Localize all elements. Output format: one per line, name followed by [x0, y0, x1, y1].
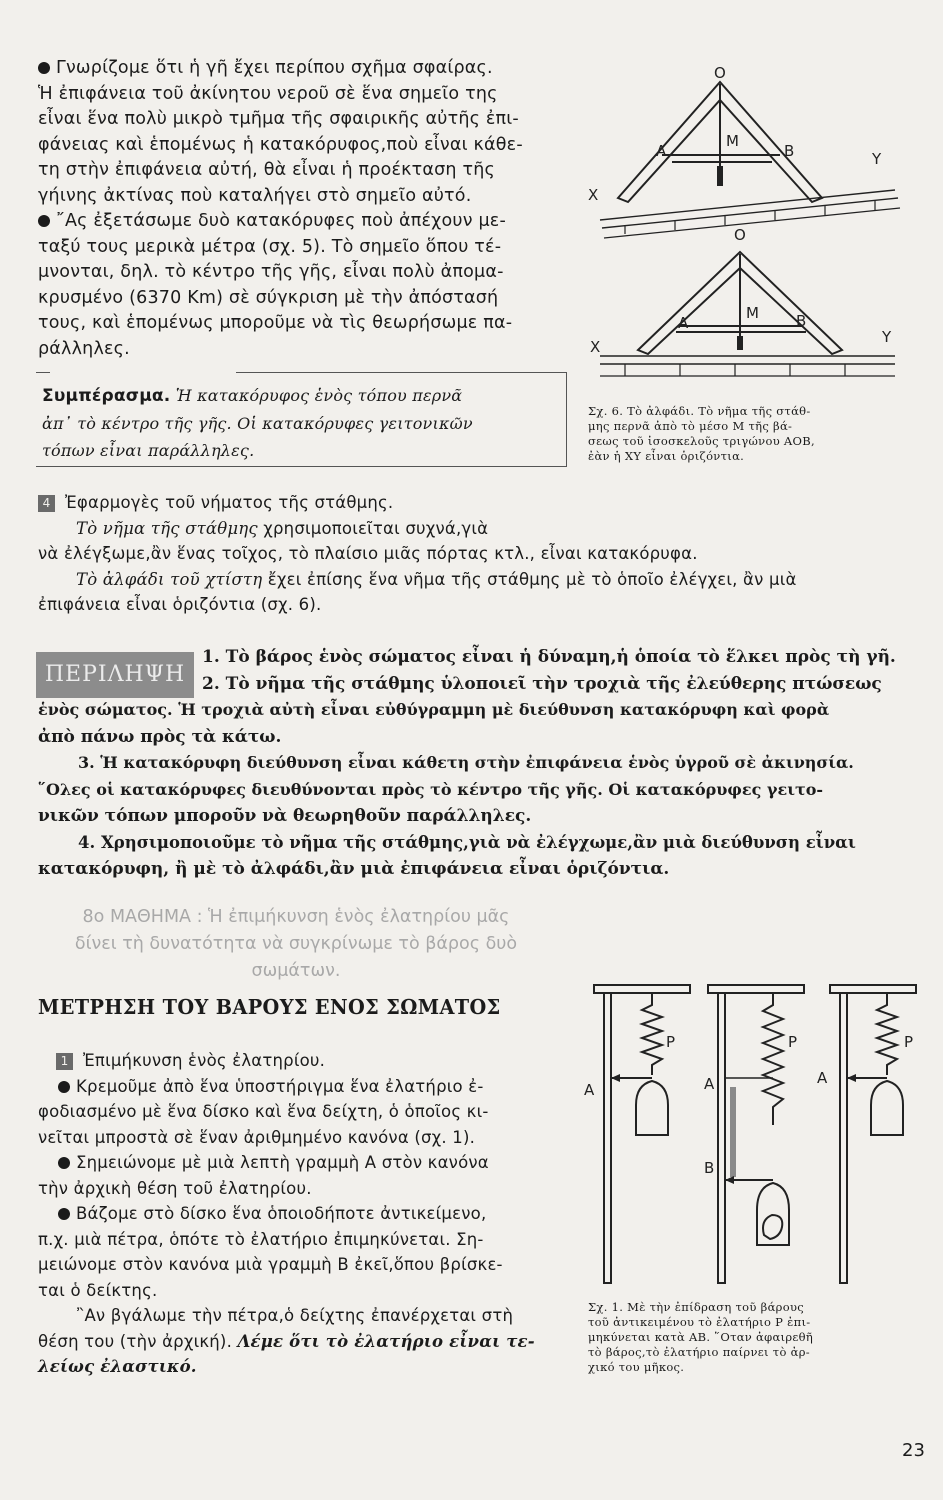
summary-line: ῞Ολες οἱ κατακόρυφες διευθύνονται πρὸς τὸ κέντρο τῆς γῆς. Οἱ κατακόρυφες γειτο- [38, 779, 824, 799]
bullet-icon [58, 1208, 70, 1220]
intro-line: ῎Ας ἐξετάσωμε δυὸ κατακόρυφες ποὺ ἀπέχουν με- [38, 209, 568, 235]
summary-line: 4. Χρησιμοποιοῦμε τὸ νῆμα τῆς στάθμης,γιὰ νὰ ἐλέγχωμε,ἂν μιὰ διεύθυνση εἶναι [78, 832, 856, 852]
spirit-level-figure [580, 60, 925, 400]
label-x: X [588, 186, 599, 204]
conclusion-text: τόπων εἶναι παράλληλες. [42, 441, 255, 460]
label-b: B [704, 1159, 715, 1177]
intro-line: κρυσμένο (6370 Km) σὲ σύγκριση μὲ τὴν ἀπόστασή [38, 287, 499, 308]
section-1-line: Κρεμοῦμε ἀπὸ ἕνα ὑποστήριγμα ἕνα ἐλατήριο ἐ- [38, 1074, 568, 1100]
page-number: 23 [902, 1440, 925, 1461]
conclusion-label: Συμπέρασμα. [42, 386, 171, 406]
intro-line: γήινης ἀκτίνας ποὺ καταλήγει στὸ σημεῖο αὐτό. [38, 185, 472, 206]
intro-line: τη στὴν ἐπιφάνεια αὐτή, θὰ εἶναι ἡ προέκταση τῆς [38, 160, 495, 180]
section-1-line: π.χ. μιὰ πέτρα, ὁπότε τὸ ἐλατήριο ἐπιμηκύνεται. Ση- [38, 1229, 484, 1249]
bullet-icon [38, 215, 50, 227]
conclusion-box [36, 372, 567, 467]
section-4-title: Ἐφαρμογὲς τοῦ νήματος τῆς στάθμης. [65, 493, 394, 512]
summary-line: ἑνὸς σώματος. Ἡ τροχιὰ αὐτὴ εἶναι εὐθύγραμμη μὲ διεύθυνση κατακόρυφη καὶ φορὰ [38, 700, 830, 719]
section-4-heading [38, 490, 918, 516]
page-title: ΜΕΤΡΗΣΗ ΤΟΥ ΒΑΡΟΥΣ ΕΝΟΣ ΣΩΜΑΤΟΣ [38, 995, 501, 1019]
section-1-line: μειώνομε στὸν κανόνα μιὰ γραμμὴ Β ἐκεῖ,ὅπου βρίσκε- [38, 1255, 503, 1274]
section-1-line: λείως ἐλαστικό. [38, 1357, 197, 1376]
section-1-line: ῍Αν βγάλωμε τὴν πέτρα,ὁ δείχτης ἐπανέρχεται στὴ [76, 1306, 514, 1325]
bullet-icon [58, 1157, 70, 1169]
conclusion-text: Ἡ κατακόρυφος ἑνὸς τόπου περνᾶ [175, 386, 463, 405]
summary-line: 3. Ἡ κατακόρυφη διεύθυνση εἶναι κάθετη στὴν ἐπιφάνεια ἑνὸς ὑγροῦ σὲ ἀκινησία. [78, 753, 854, 772]
section-1-line: ται ὁ δείκτης. [38, 1280, 158, 1300]
label-a: A [584, 1081, 595, 1099]
section-1-line: θέση του (τὴν ἀρχική). Λέμε ὅτι τὸ ἐλατήριο εἶναι τε- [38, 1331, 535, 1351]
conclusion-text: ἀπ᾽ τὸ κέντρο τῆς γῆς. Οἱ κατακόρυφες γειτονικῶν [42, 414, 473, 433]
label-b: B [784, 142, 795, 160]
section-4: 4 Ἐφαρμογὲς τοῦ νήματος τῆς στάθμης. Τὸ νῆμα τῆς στάθμης χρησιμοποιεῖται συχνά,γιὰ νὰ ἐλέγξωμε,ἂν ἕνας τοῖχος, τὸ πλαίσιο μιᾶς πόρτας κτλ., εἶναι κατακόρυφα. Τὸ ἀλφάδι τοῦ χτίστη ἔχει ἐπίσης ἕνα νῆμα τῆς στάθμης μὲ τὸ ὁποῖο ἐλέγχει, ἂν μιὰ ἐπιφάνεια εἶναι ὁριζόντια (σχ. 6). [38, 490, 918, 618]
section-number-badge: 1 [56, 1053, 73, 1070]
intro-line: ράλληλες. [38, 338, 130, 359]
section-1 [38, 1048, 568, 1380]
section-1-line: Σημειώνομε μὲ μιὰ λεπτὴ γραμμὴ Α στὸν κανόνα [38, 1150, 568, 1176]
intro-line: μνονται, δηλ. τὸ κέντρο τῆς γῆς, εἶναι πολὺ ἀπομα- [38, 262, 504, 282]
label-p: P [904, 1033, 914, 1051]
summary-line: 2. Τὸ νῆμα τῆς στάθμης ὑλοποιεῖ τὴν τροχιὰ τῆς ἐλεύθερης πτώσεως [202, 673, 882, 694]
section-1-line: Βάζομε στὸ δίσκο ἕνα ὁποιοδήποτε ἀντικείμενο, [38, 1201, 568, 1227]
summary-badge: ΠΕΡΙΛΗΨΗ [36, 652, 194, 698]
label-b: B [796, 312, 807, 330]
summary-block [38, 644, 918, 883]
label-p: P [666, 1033, 676, 1051]
section-1-line: φοδιασμένο μὲ ἕνα δίσκο καὶ ἕνα δείχτη, ὁ ὁποῖος κι- [38, 1102, 489, 1121]
bullet-icon [58, 1081, 70, 1093]
section-number-badge: 4 [38, 495, 55, 512]
lesson-8-note: 8ο ΜΑΘΗΜΑ : Ἡ ἐπιμήκυνση ἑνὸς ἐλατηρίου μᾶς δίνει τὴ δυνατότητα νὰ συγκρίνωμε τὸ βάρος δυὸ σωμάτων. [74, 907, 518, 981]
label-m: M [746, 304, 759, 322]
label-a: A [678, 314, 689, 332]
section-1-heading [38, 1048, 568, 1074]
intro-line: ταξύ τους μερικὰ μέτρα (σχ. 5). Τὸ σημεῖο ὅπου τέ- [38, 236, 502, 257]
summary-line: νικῶν τόπων μποροῦν νὰ θεωρηθοῦν παράλληλες. [38, 806, 532, 826]
intro-line: Γνωρίζομε ὅτι ἡ γῆ ἔχει περίπου σχῆμα σφαίρας. [38, 56, 568, 82]
intro-line: τους, καὶ ἑπομένως μποροῦμε νὰ τὶς θεωρήσωμε πα- [38, 313, 513, 333]
label-o: O [734, 226, 746, 244]
label-a: A [656, 142, 667, 160]
summary-line: κατακόρυφη, ἢ μὲ τὸ ἀλφάδι,ἂν μιὰ ἐπιφάνεια εἶναι ὁριζόντια. [38, 859, 670, 879]
summary-line: 1. Τὸ βάρος ἑνὸς σώματος εἶναι ἡ δύναμη,ἡ ὁποία τὸ ἕλκει πρὸς τὴ γῆ. [202, 647, 896, 667]
label-x: X [590, 338, 601, 356]
intro-line: φάνειας καὶ ἑπομένως ἡ κατακόρυφος,ποὺ εἶναι κάθε- [38, 134, 523, 155]
figure-1-caption: Σχ. 1. Μὲ τὴν ἐπίδραση τοῦ βάρους τοῦ ἀντικειμένου τὸ ἐλατήριο P ἐπι- μηκύνεται κατὰ ΑΒ. ῞Οταν ἀφαιρεθῆ τὸ βάρος,τὸ ἐλατήριο παίρνει τὸ ἀρ- χικό του μῆκος. [588, 1300, 814, 1374]
label-y: Y [872, 150, 882, 168]
section-1-line: τὴν ἀρχικὴ θέση τοῦ ἐλατηρίου. [38, 1178, 312, 1198]
label-p: P [788, 1033, 798, 1051]
label-y: Y [882, 328, 892, 346]
label-m: M [726, 132, 739, 150]
section-1-title: Ἐπιμήκυνση ἑνὸς ἐλατηρίου. [83, 1051, 326, 1070]
label-a: A [817, 1069, 828, 1087]
label-o: O [714, 64, 726, 82]
bullet-icon [38, 62, 50, 74]
section-1-line: νεῖται μπροστὰ σὲ ἕναν ἀριθμημένο κανόνα (σχ. 1). [38, 1127, 476, 1147]
spring-figure [580, 975, 925, 1290]
intro-line: εἶναι ἕνα πολὺ μικρὸ τμῆμα τῆς σφαιρικῆς αὐτῆς ἐπι- [38, 109, 519, 129]
intro-line: Ἡ ἐπιφάνεια τοῦ ἀκίνητου νεροῦ σὲ ἕνα σημεῖο της [38, 83, 498, 104]
label-a: A [704, 1075, 715, 1093]
summary-line: ἀπὸ πάνω πρὸς τὰ κάτω. [38, 726, 282, 747]
figure-6-caption: Σχ. 6. Τὸ ἀλφάδι. Τὸ νῆμα τῆς στάθ- μης περνᾶ ἀπὸ τὸ μέσο Μ τῆς βά- σεως τοῦ ἰσοσκελοῦς τριγώνου ΑΟΒ, ἐὰν ἡ ΧΥ εἶναι ὁριζόντια. [588, 404, 815, 463]
intro-paragraph [38, 56, 568, 362]
